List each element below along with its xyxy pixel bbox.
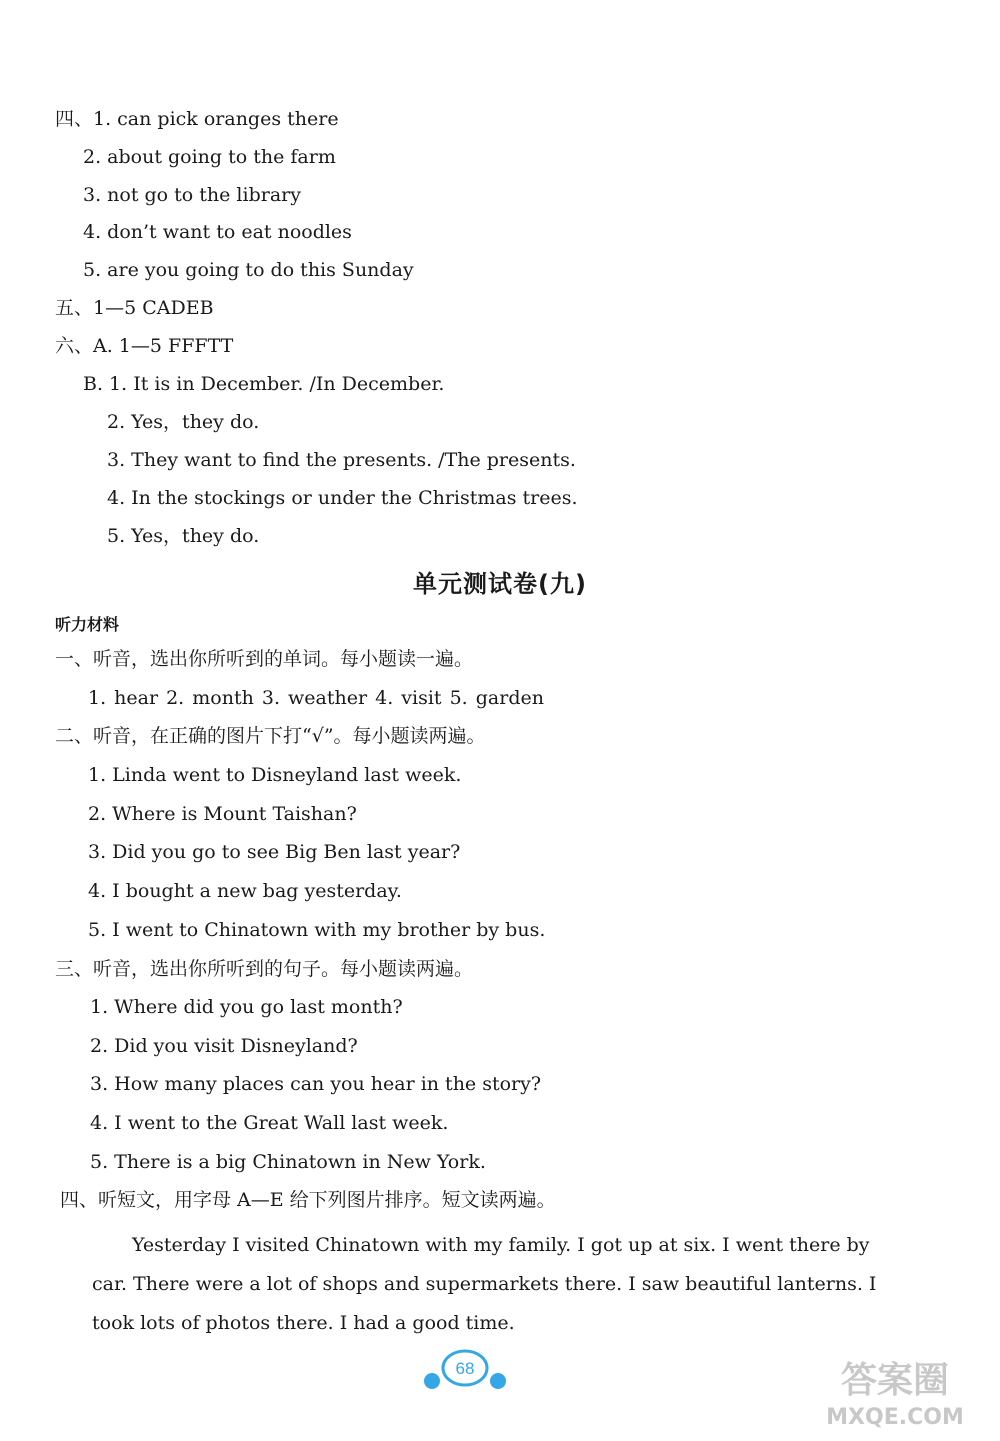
answer-line: 3. They want to find the presents. /The presents. (107, 449, 576, 471)
bubble-left-icon (424, 1373, 440, 1389)
answer-line: 四、1. can pick oranges there (55, 108, 339, 130)
question-item: 1. hear 2. month 3. weather 4. visit 5. garden (88, 687, 544, 709)
page-number: 68 (455, 1359, 475, 1378)
answer-line: 2. Yes，they do. (107, 411, 260, 433)
question-item: 3. How many places can you hear in the story? (90, 1073, 542, 1095)
bubble-right-icon (490, 1373, 506, 1389)
question-item: 1. Where did you go last month? (90, 996, 403, 1018)
question-heading: 三、听音，选出你所听到的句子。每小题读两遍。 (55, 958, 474, 980)
answer-line: 4. don’t want to eat noodles (83, 221, 352, 243)
question-item: 4. I bought a new bag yesterday. (88, 880, 402, 902)
question-item: 2. Where is Mount Taishan? (88, 803, 357, 825)
watermark-top: 答案圈 (840, 1360, 950, 1401)
answer-line: 五、1—5 CADEB (55, 297, 214, 319)
question-item: 3. Did you go to see Big Ben last year? (88, 841, 461, 863)
question-item: 1. Linda went to Disneyland last week. (88, 764, 462, 786)
question-heading: 二、听音，在正确的图片下打“√”。每小题读两遍。 (55, 725, 486, 747)
section-label: 听力材料 (55, 615, 120, 634)
answer-line: 3. not go to the library (83, 184, 301, 206)
page-number-badge (420, 1348, 510, 1392)
question-heading: 一、听音，选出你所听到的单词。每小题读一遍。 (55, 648, 474, 670)
question-item: 4. I went to the Great Wall last week. (90, 1112, 449, 1134)
answer-line: 六、A. 1—5 FFFTT (55, 335, 234, 357)
question-item: 5. There is a big Chinatown in New York. (90, 1151, 486, 1173)
answer-line: 5. are you going to do this Sunday (83, 259, 414, 281)
watermark (800, 1352, 985, 1432)
question-item: 5. I went to Chinatown with my brother by bus. (88, 919, 546, 941)
listening-passage: Yesterday I visited Chinatown with my family. I got up at six. I went there by car. There were a lot of shops and supermarkets there. I saw beautiful lanterns. I took lots of photos there. I had a good time. (92, 1234, 877, 1334)
answer-line: B. 1. It is in December. /In December. (83, 373, 445, 395)
question-heading: 四、听短文，用字母 A—E 给下列图片排序。短文读两遍。 (60, 1189, 556, 1211)
answer-line: 2. about going to the farm (83, 146, 336, 168)
answer-line: 4. In the stockings or under the Christmas trees. (107, 487, 578, 509)
watermark-bottom: MXQE.COM (826, 1405, 964, 1430)
answer-line: 5. Yes，they do. (107, 525, 260, 547)
unit-title: 单元测试卷(九) (413, 570, 587, 598)
question-item: 2. Did you visit Disneyland? (90, 1035, 358, 1057)
